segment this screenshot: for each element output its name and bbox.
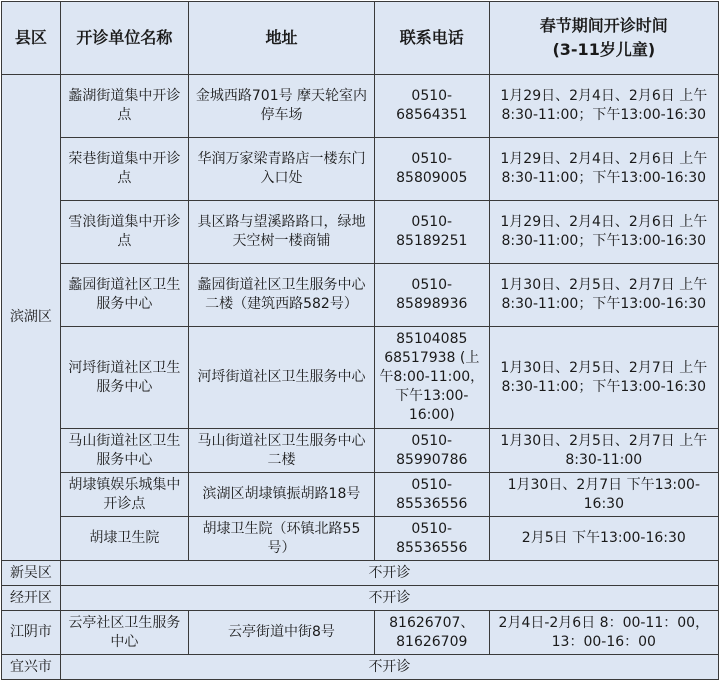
- district-cell: 新吴区: [2, 561, 61, 586]
- clinic-phone: 0510-68564351: [374, 75, 489, 138]
- table-row: [2, 655, 719, 680]
- clinic-address: 云亭街道中街8号: [188, 611, 374, 655]
- clinic-time: 2月4日-2月6日 8：00-11：00，13：00-16：00: [489, 611, 718, 655]
- table-row: [2, 138, 719, 201]
- clinic-phone: 81626707、81626709: [374, 611, 489, 655]
- clinic-time: 1月30日、2月5日、2月7日 上午8:30-11:00；下午13:00-16:30: [489, 327, 718, 429]
- clinic-time: 1月29日、2月4日、2月6日 上午8:30-11:00；下午13:00-16:30: [489, 201, 718, 264]
- table-row: [2, 586, 719, 611]
- clinic-name: 河埒街道社区卫生服务中心: [60, 327, 188, 429]
- clinic-address: 蠡园街道社区卫生服务中心二楼（建筑西路582号）: [188, 264, 374, 327]
- district-cell: 宜兴市: [2, 655, 61, 680]
- header-time-line2: (3-11岁儿童): [552, 40, 656, 59]
- district-cell: 江阴市: [2, 611, 61, 655]
- table-row: [2, 327, 719, 429]
- clinic-address: 河埒街道社区卫生服务中心: [188, 327, 374, 429]
- clinic-name: 胡埭卫生院: [60, 517, 188, 561]
- clinic-schedule-table: [1, 1, 719, 680]
- clinic-name: 马山街道社区卫生服务中心: [60, 429, 188, 473]
- clinic-name: 荣巷街道集中开诊点: [60, 138, 188, 201]
- clinic-phone: 85104085 68517938 (上午8:00-11:00，下午13:00-16:00): [374, 327, 489, 429]
- table-row: [2, 201, 719, 264]
- header-time: [489, 2, 718, 75]
- clinic-time: 1月29日、2月4日、2月6日 上午8:30-11:00；下午13:00-16:30: [489, 138, 718, 201]
- clinic-time: 1月30日、2月5日、2月7日 上午8:30-11:00；下午13:00-16:30: [489, 264, 718, 327]
- clinic-time: 2月5日 下午13:00-16:30: [489, 517, 718, 561]
- district-cell: 滨湖区: [2, 75, 61, 561]
- clinic-name: 雪浪街道集中开诊点: [60, 201, 188, 264]
- header-time-line1: 春节期间开诊时间: [539, 16, 668, 35]
- clinic-address: 金城西路701号 摩天轮室内停车场: [188, 75, 374, 138]
- clinic-name: 胡埭镇娱乐城集中开诊点: [60, 473, 188, 517]
- table-row: [2, 264, 719, 327]
- header-district: 县区: [2, 2, 61, 75]
- clinic-phone: 0510-85536556: [374, 473, 489, 517]
- header-phone: 联系电话: [374, 2, 489, 75]
- header-row: [2, 2, 719, 75]
- clinic-address: 华润万家梁青路店一楼东门入口处: [188, 138, 374, 201]
- clinic-address: 马山街道社区卫生服务中心二楼: [188, 429, 374, 473]
- table-row: [2, 429, 719, 473]
- clinic-address: 滨湖区胡埭镇振胡路18号: [188, 473, 374, 517]
- header-address: 地址: [188, 2, 374, 75]
- clinic-name: 蠡园街道社区卫生服务中心: [60, 264, 188, 327]
- header-name: 开诊单位名称: [60, 2, 188, 75]
- status-cell: 不开诊: [60, 561, 718, 586]
- status-cell: 不开诊: [60, 586, 718, 611]
- clinic-time: 1月29日、2月4日、2月6日 上午8:30-11:00；下午13:00-16:30: [489, 75, 718, 138]
- clinic-phone: 0510-85536556: [374, 517, 489, 561]
- clinic-phone: 0510-85990786: [374, 429, 489, 473]
- table-row: [2, 611, 719, 655]
- district-cell: 经开区: [2, 586, 61, 611]
- clinic-time: 1月30日、2月7日 下午13:00-16:30: [489, 473, 718, 517]
- table-row: [2, 75, 719, 138]
- clinic-phone: 0510-85189251: [374, 201, 489, 264]
- table-row: [2, 561, 719, 586]
- clinic-time: 1月30日、2月5日、2月7日 上午8:30-11:00: [489, 429, 718, 473]
- clinic-address: 胡埭卫生院（环镇北路55号）: [188, 517, 374, 561]
- table-row: [2, 517, 719, 561]
- clinic-phone: 0510-85898936: [374, 264, 489, 327]
- clinic-name: 云亭社区卫生服务中心: [60, 611, 188, 655]
- clinic-phone: 0510-85809005: [374, 138, 489, 201]
- clinic-address: 具区路与望溪路路口，绿地天空树一楼商铺: [188, 201, 374, 264]
- clinic-name: 蠡湖街道集中开诊点: [60, 75, 188, 138]
- table-row: [2, 473, 719, 517]
- status-cell: 不开诊: [60, 655, 718, 680]
